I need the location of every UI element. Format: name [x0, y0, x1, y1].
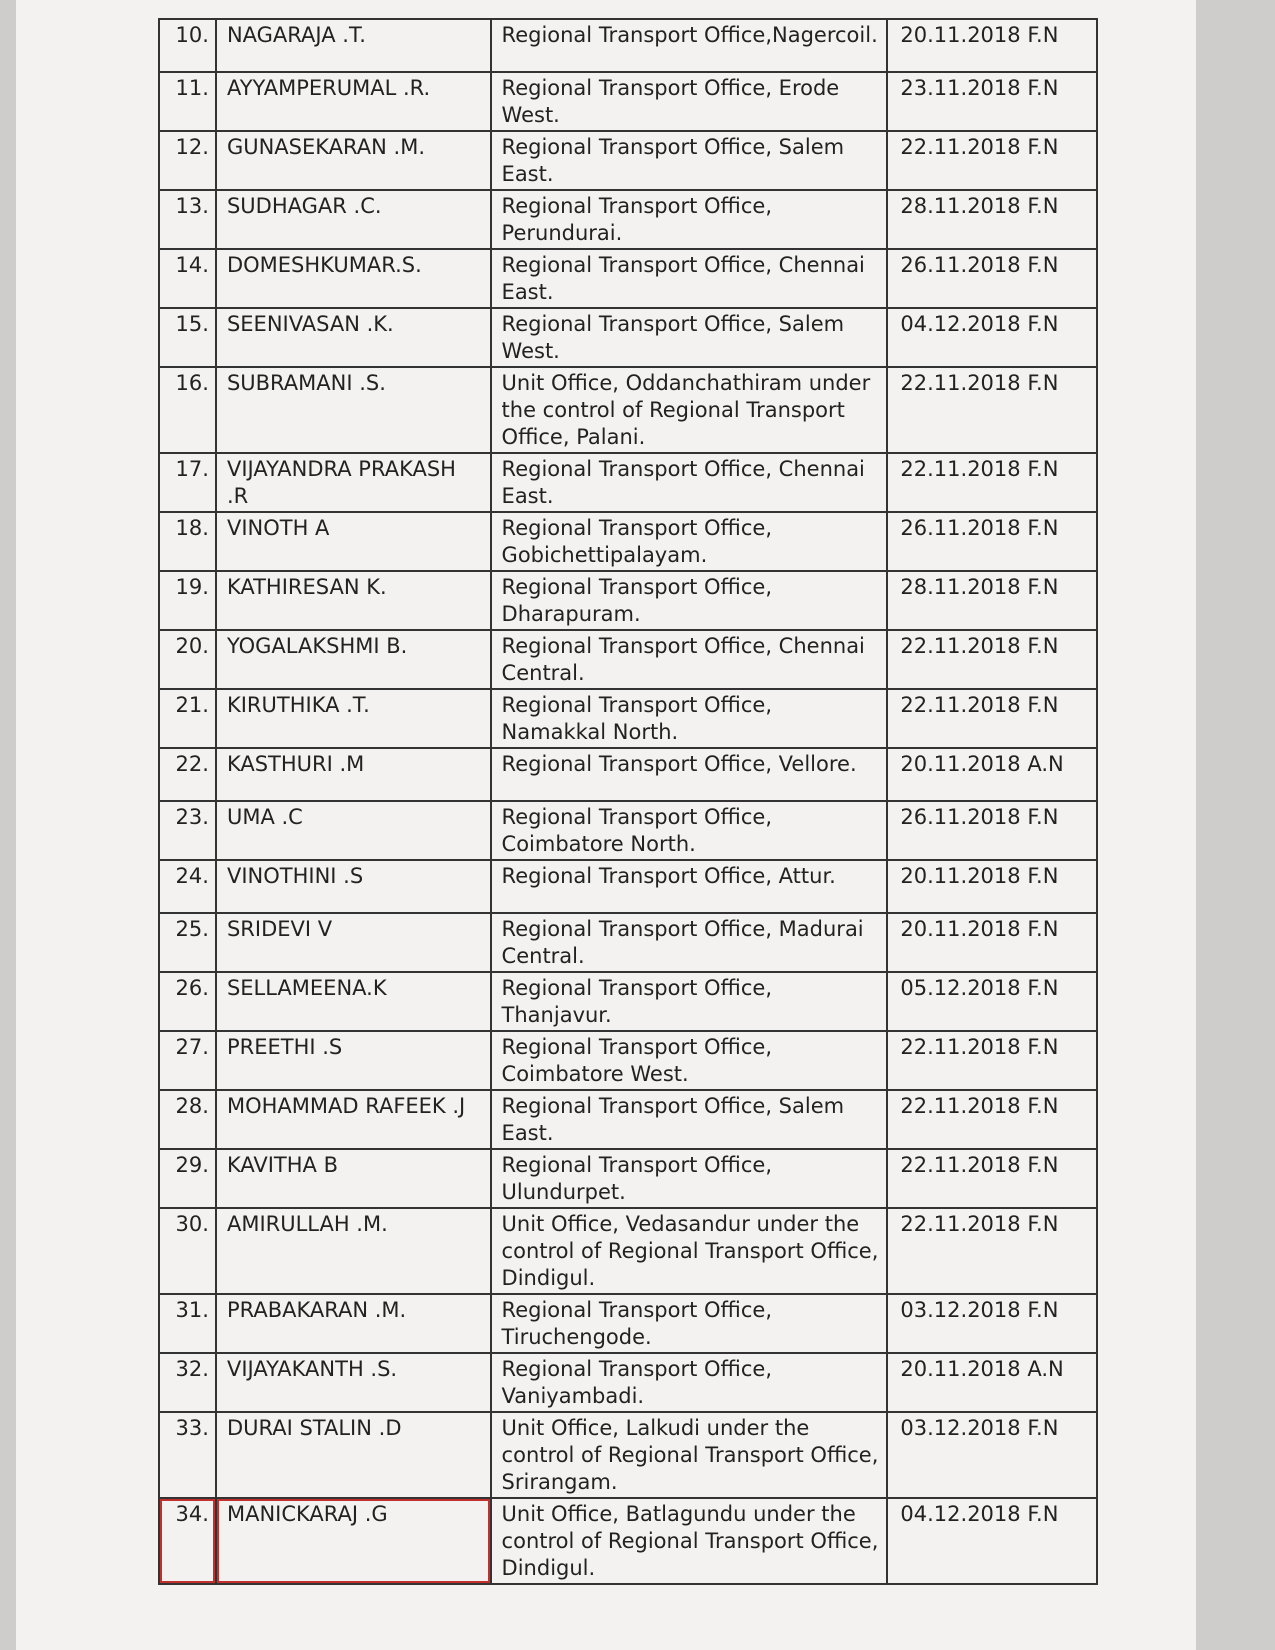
employee-name: MANICKARAJ .G: [216, 1498, 491, 1584]
employee-name: SEENIVASAN .K.: [216, 308, 491, 367]
table-row: [159, 801, 1097, 860]
joining-date: 22.11.2018 F.N: [887, 453, 1097, 512]
serial-number: 19.: [159, 571, 216, 630]
employee-name: VINOTH A: [216, 512, 491, 571]
employee-name: YOGALAKSHMI B.: [216, 630, 491, 689]
serial-number: 16.: [159, 367, 216, 453]
table-row: [159, 1031, 1097, 1090]
joining-date: 23.11.2018 F.N: [887, 72, 1097, 131]
office-name: Regional Transport Office, Perundurai.: [491, 190, 888, 249]
employee-name: KATHIRESAN K.: [216, 571, 491, 630]
office-name: Regional Transport Office, Salem West.: [491, 308, 888, 367]
table-row: [159, 131, 1097, 190]
joining-date: 20.11.2018 A.N: [887, 1353, 1097, 1412]
joining-date: 28.11.2018 F.N: [887, 571, 1097, 630]
employee-name: NAGARAJA .T.: [216, 19, 491, 72]
table-row: [159, 748, 1097, 801]
joining-date: 05.12.2018 F.N: [887, 972, 1097, 1031]
office-name: Regional Transport Office, Tiruchengode.: [491, 1294, 888, 1353]
office-name: Unit Office, Lalkudi under the control of Regional Transport Office, Srirangam.: [491, 1412, 888, 1498]
employee-name: DURAI STALIN .D: [216, 1412, 491, 1498]
serial-number: 22.: [159, 748, 216, 801]
office-name: Regional Transport Office, Vaniyambadi.: [491, 1353, 888, 1412]
table-row: [159, 1353, 1097, 1412]
joining-date: 22.11.2018 F.N: [887, 1090, 1097, 1149]
table-row: [159, 1090, 1097, 1149]
employee-name: GUNASEKARAN .M.: [216, 131, 491, 190]
joining-date: 22.11.2018 F.N: [887, 1149, 1097, 1208]
joining-date: 22.11.2018 F.N: [887, 1208, 1097, 1294]
employee-name: DOMESHKUMAR.S.: [216, 249, 491, 308]
office-name: Regional Transport Office, Namakkal North.: [491, 689, 888, 748]
table-row: [159, 308, 1097, 367]
employee-name: KIRUTHIKA .T.: [216, 689, 491, 748]
serial-number: 10.: [159, 19, 216, 72]
employee-name: PREETHI .S: [216, 1031, 491, 1090]
serial-number: 13.: [159, 190, 216, 249]
joining-date: 28.11.2018 F.N: [887, 190, 1097, 249]
table-row: [159, 512, 1097, 571]
serial-number: 31.: [159, 1294, 216, 1353]
serial-number: 14.: [159, 249, 216, 308]
employee-name: PRABAKARAN .M.: [216, 1294, 491, 1353]
serial-number: 34.: [159, 1498, 216, 1584]
office-name: Regional Transport Office, Erode West.: [491, 72, 888, 131]
table-row: [159, 367, 1097, 453]
office-name: Regional Transport Office, Chennai East.: [491, 249, 888, 308]
office-name: Regional Transport Office, Vellore.: [491, 748, 888, 801]
employee-name: MOHAMMAD RAFEEK .J: [216, 1090, 491, 1149]
office-name: Unit Office, Oddanchathiram under the control of Regional Transport Office, Palani.: [491, 367, 888, 453]
table-row: [159, 1498, 1097, 1584]
employee-name: KASTHURI .M: [216, 748, 491, 801]
serial-number: 24.: [159, 860, 216, 913]
employee-name: SRIDEVI V: [216, 913, 491, 972]
serial-number: 26.: [159, 972, 216, 1031]
office-name: Unit Office, Vedasandur under the control of Regional Transport Office, Dindigul.: [491, 1208, 888, 1294]
table-row: [159, 453, 1097, 512]
employee-name: AMIRULLAH .M.: [216, 1208, 491, 1294]
table-row: [159, 630, 1097, 689]
serial-number: 15.: [159, 308, 216, 367]
serial-number: 27.: [159, 1031, 216, 1090]
serial-number: 21.: [159, 689, 216, 748]
employee-name: AYYAMPERUMAL .R.: [216, 72, 491, 131]
joining-date: 22.11.2018 F.N: [887, 630, 1097, 689]
table-row: [159, 571, 1097, 630]
table-row: [159, 689, 1097, 748]
table-row: [159, 972, 1097, 1031]
employee-name: VIJAYANDRA PRAKASH .R: [216, 453, 491, 512]
joining-date: 22.11.2018 F.N: [887, 1031, 1097, 1090]
office-name: Regional Transport Office, Madurai Central.: [491, 913, 888, 972]
employee-name: SELLAMEENA.K: [216, 972, 491, 1031]
serial-number: 32.: [159, 1353, 216, 1412]
office-name: Regional Transport Office, Chennai Central.: [491, 630, 888, 689]
serial-number: 23.: [159, 801, 216, 860]
serial-number: 28.: [159, 1090, 216, 1149]
employee-name: SUDHAGAR .C.: [216, 190, 491, 249]
table-row: [159, 860, 1097, 913]
table-row: [159, 19, 1097, 72]
serial-number: 25.: [159, 913, 216, 972]
joining-date: 03.12.2018 F.N: [887, 1294, 1097, 1353]
table-row: [159, 1149, 1097, 1208]
joining-date: 04.12.2018 F.N: [887, 1498, 1097, 1584]
serial-number: 29.: [159, 1149, 216, 1208]
office-name: Regional Transport Office,Nagercoil.: [491, 19, 888, 72]
office-name: Regional Transport Office, Coimbatore North.: [491, 801, 888, 860]
employee-name: UMA .C: [216, 801, 491, 860]
table-row: [159, 190, 1097, 249]
employee-name: VINOTHINI .S: [216, 860, 491, 913]
serial-number: 33.: [159, 1412, 216, 1498]
joining-date: 22.11.2018 F.N: [887, 689, 1097, 748]
table-row: [159, 1208, 1097, 1294]
joining-date: 03.12.2018 F.N: [887, 1412, 1097, 1498]
joining-date: 20.11.2018 A.N: [887, 748, 1097, 801]
office-name: Regional Transport Office, Salem East.: [491, 131, 888, 190]
table-row: [159, 913, 1097, 972]
posting-table: [158, 18, 1098, 1585]
office-name: Regional Transport Office, Coimbatore West.: [491, 1031, 888, 1090]
serial-number: 30.: [159, 1208, 216, 1294]
office-name: Regional Transport Office, Gobichettipalayam.: [491, 512, 888, 571]
employee-name: SUBRAMANI .S.: [216, 367, 491, 453]
table-row: [159, 72, 1097, 131]
employee-name: KAVITHA B: [216, 1149, 491, 1208]
office-name: Regional Transport Office, Chennai East.: [491, 453, 888, 512]
table-row: [159, 1412, 1097, 1498]
serial-number: 17.: [159, 453, 216, 512]
office-name: Regional Transport Office, Dharapuram.: [491, 571, 888, 630]
office-name: Regional Transport Office, Attur.: [491, 860, 888, 913]
joining-date: 20.11.2018 F.N: [887, 913, 1097, 972]
office-name: Regional Transport Office, Ulundurpet.: [491, 1149, 888, 1208]
table-row: [159, 1294, 1097, 1353]
joining-date: 26.11.2018 F.N: [887, 249, 1097, 308]
office-name: Regional Transport Office, Salem East.: [491, 1090, 888, 1149]
office-name: Unit Office, Batlagundu under the control of Regional Transport Office, Dindigul.: [491, 1498, 888, 1584]
office-name: Regional Transport Office, Thanjavur.: [491, 972, 888, 1031]
serial-number: 20.: [159, 630, 216, 689]
serial-number: 11.: [159, 72, 216, 131]
joining-date: 20.11.2018 F.N: [887, 860, 1097, 913]
joining-date: 26.11.2018 F.N: [887, 512, 1097, 571]
joining-date: 20.11.2018 F.N: [887, 19, 1097, 72]
joining-date: 04.12.2018 F.N: [887, 308, 1097, 367]
joining-date: 22.11.2018 F.N: [887, 367, 1097, 453]
serial-number: 12.: [159, 131, 216, 190]
joining-date: 26.11.2018 F.N: [887, 801, 1097, 860]
employee-name: VIJAYAKANTH .S.: [216, 1353, 491, 1412]
table-row: [159, 249, 1097, 308]
serial-number: 18.: [159, 512, 216, 571]
joining-date: 22.11.2018 F.N: [887, 131, 1097, 190]
